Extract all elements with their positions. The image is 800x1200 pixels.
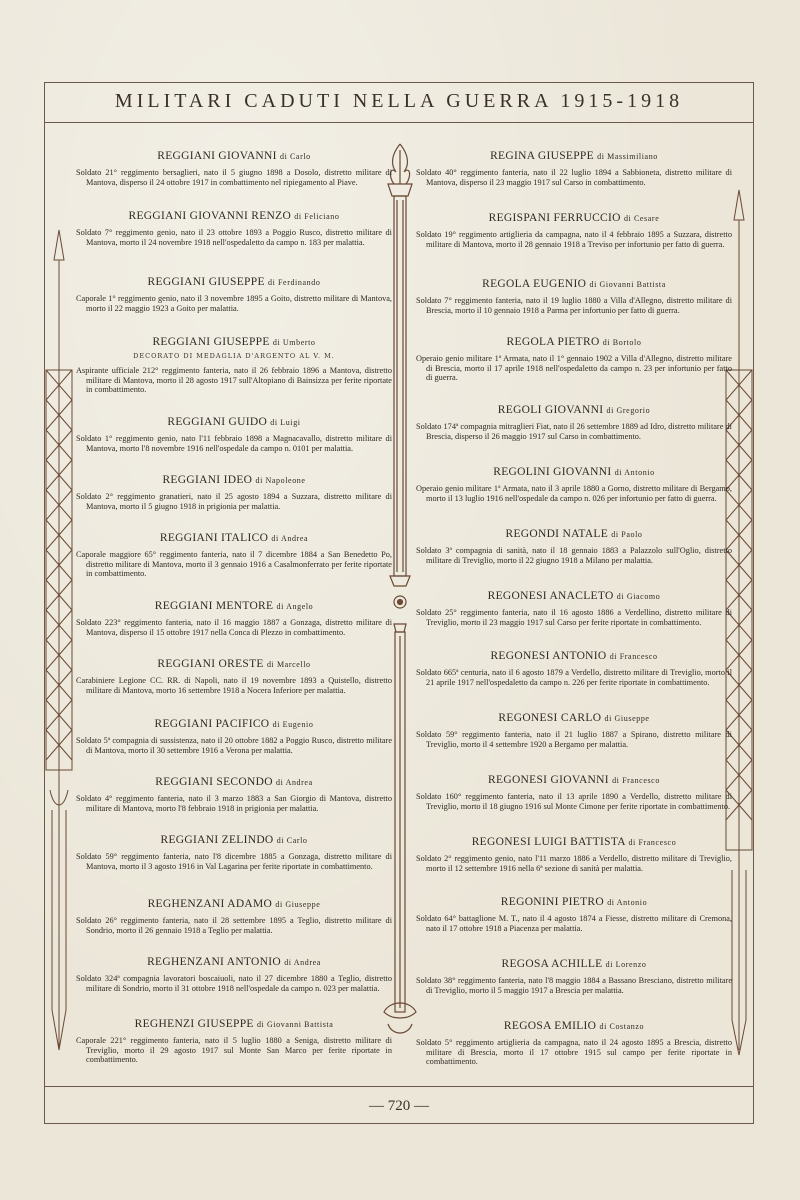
entry-patronymic: di Giuseppe	[275, 900, 321, 909]
header-rule	[44, 122, 754, 123]
entry-patronymic: di Andrea	[271, 534, 309, 543]
entry-text: Caporale maggiore 65° reggimento fanteria, nato il 7 dicembre 1884 a San Benedetto Po, distretto militare di Mantova, morto il 3 gennaio 1916 a Casalmonferrato per ferite riportate in combattimento.	[76, 550, 392, 579]
medal-decoration: DECORATO DI MEDAGLIA D'ARGENTO AL V. M.	[133, 352, 335, 360]
entry-surname: REGISPANI FERRUCCIO	[488, 212, 621, 224]
entry	[76, 776, 392, 813]
entry-text: Soldato 59° reggimento fanteria, nato il 21 luglio 1887 a Spirano, distretto militare di Treviglio, morto il 4 settembre 1920 a Bergamo per malattia.	[416, 730, 732, 749]
entry-surname: REGGIANI PACIFICO	[154, 718, 270, 730]
entry-surname: REGONESI LUIGI BATTISTA	[471, 836, 626, 848]
entry-text: Aspirante ufficiale 212° reggimento fanteria, nato il 26 febbraio 1896 a Mantova, distretto militare di Mantova, morto il 28 agosto 1917 sull'Altopiano di Bainsizza per ferite riportate in combattimento.	[76, 366, 392, 395]
entry	[76, 210, 392, 247]
entry	[416, 212, 732, 249]
entry-text: Soldato 64° battaglione M. T., nato il 4 agosto 1874 a Fiesse, distretto militare di Cremona, nato il 17 ottobre 1918 a Piacenza per malattia.	[416, 914, 732, 933]
entry	[416, 958, 732, 995]
entry	[76, 834, 392, 871]
entry-surname: REGOLI GIOVANNI	[497, 404, 604, 416]
entry	[416, 590, 732, 627]
entry-surname: REGOSA ACHILLE	[501, 958, 603, 970]
entry-text: Soldato 1° reggimento genio, nato l'11 febbraio 1898 a Magnacavallo, distretto militare di Mantova, morto l'8 novembre 1916 nell'ospedale da campo n. 0101 per malattia.	[76, 434, 392, 453]
entry-surname: REGGIANI IDEO	[162, 474, 253, 486]
entry-surname: REGGIANI GIUSEPPE	[152, 336, 270, 348]
entry-text: Soldato 26° reggimento fanteria, nato il 28 settembre 1895 a Teglio, distretto militare di Sondrio, morto il 26 gennaio 1918 a Teglio per malattia.	[76, 916, 392, 935]
entry-text: Soldato 223° reggimento fanteria, nato il 16 maggio 1887 a Gonzaga, distretto militare di Mantova, disperso il 15 ottobre 1917 nella Conca di Plezzo in combattimento.	[76, 618, 392, 637]
entry	[416, 528, 732, 565]
entry-patronymic: di Angelo	[276, 602, 314, 611]
entry-patronymic: di Francesco	[628, 838, 677, 847]
entry-surname: REGGIANI GIUSEPPE	[147, 276, 265, 288]
entry-text: Operaio genio militare 1ª Armata, nato il 3 aprile 1880 a Gorno, distretto militare di Bergamo, morto il 13 luglio 1916 nell'ospedale da campo n. 026 per infortunio per fatto di guerra.	[416, 484, 732, 503]
entry-surname: REGOLINI GIOVANNI	[493, 466, 612, 478]
entry-text: Soldato 21° reggimento bersaglieri, nato il 5 giugno 1898 a Dosolo, distretto militare di Mantova, disperso il 24 ottobre 1917 in combattimento nel ripiegamento al Piave.	[76, 168, 392, 187]
entry-patronymic: di Giovanni Battista	[256, 1020, 334, 1029]
entry-patronymic: di Andrea	[276, 778, 313, 787]
entry-surname: REGONESI ANTONIO	[490, 650, 607, 662]
entry-patronymic: di Andrea	[284, 958, 321, 967]
entry-surname: REGOLA PIETRO	[506, 336, 600, 348]
entry	[416, 150, 732, 187]
entry-text: Soldato 324ª compagnia lavoratori boscaiuoli, nato il 27 dicembre 1880 a Teglio, distretto militare di Sondrio, morto il 31 ottobre 1918 nell'ospedale da campo n. 023 per malattia.	[76, 974, 392, 993]
entry	[416, 336, 732, 383]
entry-text: Carabiniere Legione CC. RR. di Napoli, nato il 19 novembre 1893 a Quistello, distretto militare di Mantova, morto 16 settembre 1918 a Nocera Inferiore per malattia.	[76, 676, 392, 695]
entry	[416, 650, 732, 687]
entry-text: Soldato 2° reggimento genio, nato l'11 marzo 1886 a Verdello, distretto militare di Treviglio, morto il 12 settembre 1916 nella 6ª sezione di sanità per malattia.	[416, 854, 732, 873]
entry	[76, 474, 392, 511]
entry-surname: REGHENZANI ADAMO	[147, 898, 273, 910]
entry-patronymic: di Feliciano	[294, 212, 340, 221]
entry-text: Soldato 2° reggimento granatieri, nato il 25 agosto 1894 a Suzzara, distretto militare di Mantova, morto il 5 giugno 1918 in prigionia per malattia.	[76, 492, 392, 511]
entry-surname: REGGIANI GIOVANNI	[157, 150, 277, 162]
entry-text: Soldato 665ª centuria, nato il 6 agosto 1879 a Verdello, distretto militare di Treviglio, morto il 21 aprile 1917 nell'ospedaletto da campo n. 226 per ferite riportate in combattimento.	[416, 668, 732, 687]
entry-patronymic: di Antonio	[607, 898, 648, 907]
entry-text: Soldato 19° reggimento artiglieria da campagna, nato il 4 febbraio 1895 a Suzzara, distretto militare di Mantova, morto il 28 gennaio 1918 a Treviso per infortunio per fatto di guerra.	[416, 230, 732, 249]
entry	[76, 532, 392, 579]
entry-patronymic: di Costanzo	[599, 1022, 645, 1031]
entry	[76, 336, 392, 395]
entry-patronymic: di Marcello	[266, 660, 311, 669]
entry	[416, 712, 732, 749]
entry-text: Soldato 5° reggimento artiglieria da campagna, nato il 24 agosto 1895 a Brescia, distretto militare di Brescia, morto il 17 ottobre 1915 sul campo per ferite riportate in combattimento.	[416, 1038, 732, 1067]
entry-surname: REGGIANI MENTORE	[154, 600, 274, 612]
entry-patronymic: di Eugenio	[272, 720, 314, 729]
entry-patronymic: di Antonio	[614, 468, 655, 477]
entry	[416, 774, 732, 811]
entry-surname: REGGIANI GIOVANNI RENZO	[128, 210, 292, 222]
entry-patronymic: di Umberto	[272, 338, 316, 347]
entry	[76, 600, 392, 637]
entry	[76, 898, 392, 935]
entry-text: Soldato 4° reggimento fanteria, nato il 3 marzo 1883 a San Giorgio di Mantova, distretto militare di Mantova, morto l'8 febbraio 1918 in prigionia per malattia.	[76, 794, 392, 813]
entry	[416, 1020, 732, 1067]
entry-surname: REGOLA EUGENIO	[482, 278, 587, 290]
entry	[416, 404, 732, 441]
entry-patronymic: di Lorenzo	[605, 960, 647, 969]
entry	[416, 836, 732, 873]
entry	[76, 658, 392, 695]
entry-surname: REGONINI PIETRO	[500, 896, 604, 908]
entry-surname: REGONESI CARLO	[498, 712, 602, 724]
entry-surname: REGINA GIUSEPPE	[490, 150, 594, 162]
entry-patronymic: di Carlo	[276, 836, 308, 845]
entry	[416, 466, 732, 503]
entry-surname: REGONDI NATALE	[505, 528, 609, 540]
entry-text: Soldato 40° reggimento fanteria, nato il 22 luglio 1894 a Sabbioneta, distretto militare di Mantova, disperso il 23 maggio 1917 sul Carso in combattimento.	[416, 168, 732, 187]
entry-surname: REGGIANI SECONDO	[155, 776, 273, 788]
entry	[76, 416, 392, 453]
entry-patronymic: di Giacomo	[616, 592, 661, 601]
entry-surname: REGOSA EMILIO	[503, 1020, 597, 1032]
page-number: — 720 —	[369, 1098, 429, 1114]
entry-text: Caporale 1° reggimento genio, nato il 3 novembre 1895 a Goito, distretto militare di Mantova, morto il 22 maggio 1923 a Goito per malattia.	[76, 294, 392, 313]
entry-text: Soldato 25° reggimento fanteria, nato il 16 agosto 1886 a Verdellino, distretto militare di Treviglio, morto il 23 maggio 1917 sul Carso per ferite riportate in combattimento.	[416, 608, 732, 627]
entry-surname: REGGIANI ZELINDO	[160, 834, 274, 846]
entry-text: Soldato 38° reggimento fanteria, nato l'8 maggio 1884 a Bassano Bresciano, distretto militare di Treviglio, morto il 5 maggio 1917 a Brescia per malattia.	[416, 976, 732, 995]
entry	[76, 276, 392, 313]
entry-text: Soldato 7° reggimento fanteria, nato il 19 luglio 1880 a Villa d'Allegno, distretto militare di Brescia, morto il 10 gennaio 1918 a Parma per infortunio per fatto di guerra.	[416, 296, 732, 315]
entry-surname: REGGIANI GUIDO	[167, 416, 268, 428]
entry-surname: REGHENZI GIUSEPPE	[134, 1018, 254, 1030]
entry-surname: REGONESI ANACLETO	[487, 590, 614, 602]
entry	[76, 956, 392, 993]
entry-patronymic: di Bortolo	[602, 338, 642, 347]
entry-patronymic: di Luigi	[270, 418, 301, 427]
page-title: MILITARI CADUTI NELLA GUERRA 1915-1918	[114, 90, 684, 112]
entry-patronymic: di Cesare	[623, 214, 660, 223]
spear-ornament-left	[44, 150, 74, 1070]
entry	[416, 278, 732, 315]
entry-patronymic: di Gregorio	[606, 406, 651, 415]
entry	[76, 718, 392, 755]
entry-text: Soldato 3ª compagnia di sanità, nato il 18 gennaio 1883 a Palazzolo sull'Oglio, distretto militare di Treviglio, morto il 22 giugno 1918 a Milano per malattia.	[416, 546, 732, 565]
entry-text: Soldato 7° reggimento genio, nato il 23 ottobre 1893 a Poggio Rusco, distretto militare di Mantova, morto il 24 novembre 1918 nell'ospedaletto da campo n. 183 per malattia.	[76, 228, 392, 247]
entry-patronymic: di Giuseppe	[604, 714, 650, 723]
entry-text: Soldato 5ª compagnia di sussistenza, nato il 20 ottobre 1882 a Poggio Rusco, distretto militare di Mantova, morto il 30 settembre 1916 a Verona per malattia.	[76, 736, 392, 755]
entry-patronymic: di Francesco	[612, 776, 660, 785]
entry-surname: REGGIANI ITALICO	[159, 532, 269, 544]
entry-surname: REGONESI GIOVANNI	[488, 774, 609, 786]
entry-text: Soldato 59° reggimento fanteria, nato l'8 dicembre 1885 a Gonzaga, distretto militare di Mantova, morto il 3 agosto 1916 in Val Lagarina per ferite riportate in combattimento.	[76, 852, 392, 871]
entry-text: Soldato 174ª compagnia mitraglieri Fiat, nato il 26 settembre 1889 ad Idro, distretto militare di Brescia, disperso il 26 maggio 1917 sul Carso in combattimento.	[416, 422, 732, 441]
entry-surname: REGHENZANI ANTONIO	[147, 956, 281, 968]
entry-text: Soldato 160° reggimento fanteria, nato il 13 aprile 1890 a Verdello, distretto militare di Treviglio, morto il 18 giugno 1916 sul Monte Cimone per ferite riportate in combattimento.	[416, 792, 732, 811]
entry-patronymic: di Massimiliano	[597, 152, 658, 161]
entry	[76, 1018, 392, 1065]
entry-patronymic: di Giovanni Battista	[589, 280, 666, 289]
entry-patronymic: di Paolo	[611, 530, 643, 539]
entry-patronymic: di Napoleone	[255, 476, 306, 485]
entry-text: Operaio genio militare 1ª Armata, nato il 1° gennaio 1902 a Villa d'Allegno, distretto militare di Brescia, morto il 17 aprile 1918 nell'ospedaletto da campo n. 23 per infortunio per fatto di guerra.	[416, 354, 732, 383]
entry	[76, 150, 392, 187]
footer-rule	[44, 1086, 754, 1087]
entry-patronymic: di Carlo	[279, 152, 311, 161]
entry-text: Caporale 221° reggimento fanteria, nato il 5 luglio 1880 a Seniga, distretto militare di Treviglio, morto il 29 agosto 1917 sul Monte San Marco per ferite riportate in combattimento.	[76, 1036, 392, 1065]
entry-patronymic: di Francesco	[609, 652, 658, 661]
entry-surname: REGGIANI ORESTE	[157, 658, 264, 670]
entry	[416, 896, 732, 933]
entry-patronymic: di Ferdinando	[267, 278, 321, 287]
